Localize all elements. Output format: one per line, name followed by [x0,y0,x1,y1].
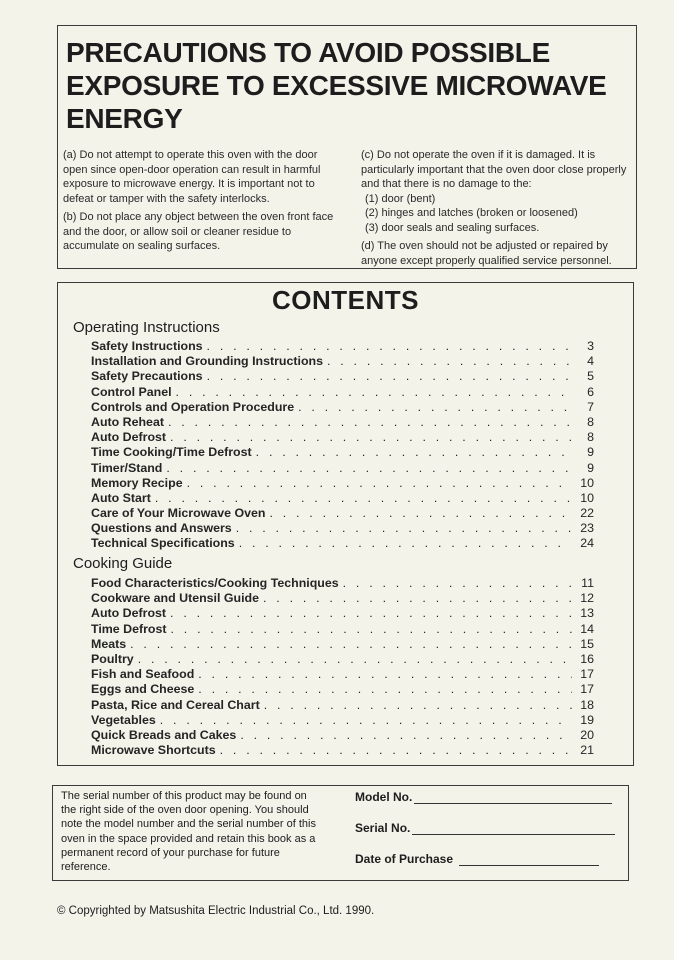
toc-entry [91,713,594,728]
toc-entry [91,521,594,536]
toc-entry-label: Safety Instructions [91,339,203,353]
toc-page-number: 14 [580,621,594,636]
toc-page-number: 6 [587,384,594,399]
section-heading: Operating Instructions [73,319,220,336]
toc-entry [91,354,594,369]
precaution-d: (d) The oven should not be adjusted or repaired by anyone except properly qualified service personnel. [361,240,612,267]
toc-entry [91,591,594,606]
dot-leader [263,591,572,606]
toc-entry [91,400,594,415]
toc-page-number: 5 [587,369,594,384]
toc-entry [91,728,594,743]
toc-list [91,339,594,552]
precaution-a: (a) Do not attempt to operate this oven with the door open since open-door operation can result in harmful exposure to microwave energy. It is important not to defeat or tamper with the safety interlocks. [63,149,321,205]
dot-leader [138,652,572,667]
copyright: © Copyrighted by Matsushita Electric Industrial Co., Ltd. 1990. [57,905,375,917]
toc-page-number: 22 [580,506,594,521]
toc-entry-label: Auto Start [91,490,151,505]
toc-entry [91,637,594,652]
toc-entry-label: Pasta, Rice and Cereal Chart [91,697,260,712]
dot-leader [176,385,572,400]
toc-entry [91,652,594,667]
toc-entry [91,385,594,400]
toc-entry [91,445,594,460]
toc-entry [91,698,594,713]
toc-page-number: 10 [580,490,594,505]
toc-page-number: 17 [580,667,594,682]
toc-page-number: 10 [580,475,594,490]
toc-entry [91,430,594,445]
toc-entry-label: Time Defrost [91,621,167,636]
toc-entry-label: Fish and Seafood [91,667,195,682]
toc-entry-label: Poultry [91,651,134,666]
toc-page-number: 18 [580,697,594,712]
toc-entry-label: Technical Specifications [91,536,235,551]
toc-page-number: 13 [580,606,594,621]
dot-leader [170,430,572,445]
toc-page-number: 16 [580,651,594,666]
precaution-c-item: (3) door seals and sealing surfaces. [365,221,540,234]
toc-page-number: 8 [587,430,594,445]
dot-leader [343,576,572,591]
toc-entry [91,369,594,384]
toc-page-number: 21 [580,743,594,758]
dot-leader [198,682,572,697]
toc-entry-label: Vegetables [91,712,156,727]
toc-entry-label: Time Cooking/Time Defrost [91,445,252,460]
toc-entry-label: Controls and Operation Procedure [91,399,295,414]
dot-leader [168,415,572,430]
dot-leader [160,713,572,728]
precautions-box [57,25,637,269]
toc-page-number: 12 [580,591,594,606]
dot-leader [155,491,572,506]
toc-entry [91,536,594,551]
serial-number-label: Serial No. [355,821,411,835]
toc-page-number: 20 [580,727,594,742]
contents-box [57,282,634,766]
toc-page-number: 3 [587,339,594,353]
serial-number-line[interactable] [412,822,615,835]
contents-title: CONTENTS [272,285,419,315]
toc-entry-label: Food Characteristics/Cooking Techniques [91,576,339,590]
dot-leader [130,637,572,652]
dot-leader [327,354,572,369]
dot-leader [187,476,572,491]
toc-entry [91,667,594,682]
dot-leader [170,606,572,621]
toc-entry-label: Meats [91,636,127,651]
toc-entry [91,461,594,476]
toc-entry-label: Auto Reheat [91,414,164,429]
dot-leader [264,698,572,713]
dot-leader [236,521,572,536]
toc-entry-label: Installation and Grounding Instructions [91,354,323,369]
section-heading: Cooking Guide [73,555,173,572]
dot-leader [207,369,572,384]
toc-page-number: 8 [587,414,594,429]
precautions-right-column [361,148,636,272]
toc-entry [91,339,594,354]
dot-leader [240,728,572,743]
toc-entry [91,682,594,697]
dot-leader [207,339,572,354]
toc-page-number: 24 [580,536,594,551]
toc-entry-label: Timer/Stand [91,460,163,475]
toc-entry [91,606,594,621]
toc-entry [91,476,594,491]
toc-entry-label: Safety Precautions [91,369,203,384]
title-line: PRECAUTIONS TO AVOID POSSIBLE [66,37,550,68]
toc-entry-label: Care of Your Microwave Oven [91,506,266,521]
dot-leader [239,536,572,551]
serial-number-field[interactable] [355,821,615,835]
model-number-field[interactable] [355,790,612,804]
toc-entry-label: Microwave Shortcuts [91,743,216,758]
dot-leader [256,445,572,460]
toc-page-number: 9 [587,460,594,475]
dot-leader [298,400,572,415]
toc-page-number: 9 [587,445,594,460]
toc-entry-label: Questions and Answers [91,521,232,536]
toc-page-number: 7 [587,399,594,414]
toc-page-number: 4 [587,354,594,369]
precaution-c-item: (1) door (bent) [365,192,436,205]
toc-page-number: 15 [580,636,594,651]
dot-leader [220,743,572,758]
title-line: ENERGY [66,103,183,134]
toc-entry-label: Control Panel [91,384,172,399]
precautions-left-column [63,148,341,258]
toc-entry [91,506,594,521]
toc-entry [91,622,594,637]
precaution-b: (b) Do not place any object between the oven front face and the door, or allow soil or cleaner residue to accumulate on sealing surfaces. [63,211,334,252]
toc-list [91,576,594,758]
dot-leader [198,667,572,682]
toc-page-number: 23 [580,521,594,536]
toc-entry-label: Memory Recipe [91,475,183,490]
toc-entry-label: Eggs and Cheese [91,682,195,697]
toc-page-number: 17 [580,682,594,697]
toc-entry [91,743,594,758]
toc-entry-label: Cookware and Utensil Guide [91,591,259,606]
precautions-title [66,36,636,135]
toc-entry [91,415,594,430]
toc-entry [91,491,594,506]
model-number-label: Model No. [355,790,413,804]
toc-entry [91,576,594,591]
toc-entry-label: Quick Breads and Cakes [91,727,237,742]
serial-number-box [52,785,629,881]
purchase-date-label: Date of Purchase [355,852,454,866]
dot-leader [171,622,572,637]
toc-page-number: 11 [581,576,594,590]
precaution-c: (c) Do not operate the oven if it is damaged. It is particularly important that the oven door close properly and that there is no damage to the: [361,149,627,190]
toc-page-number: 19 [580,712,594,727]
dot-leader [269,506,572,521]
serial-instructions: The serial number of this product may be found on the right side of the oven door opening. You should note the model number and the serial number of this oven in the space provided and retain this book as a permanent record of your purchase for future reference. [61,790,316,874]
purchase-date-field[interactable] [355,852,599,866]
precaution-c-item: (2) hinges and latches (broken or loosened) [365,207,578,219]
toc-entry-label: Auto Defrost [91,606,167,621]
model-number-line[interactable] [414,791,612,804]
dot-leader [166,461,572,476]
title-line: EXPOSURE TO EXCESSIVE MICROWAVE [66,70,607,101]
purchase-date-line[interactable] [459,853,599,866]
toc-entry-label: Auto Defrost [91,430,167,445]
